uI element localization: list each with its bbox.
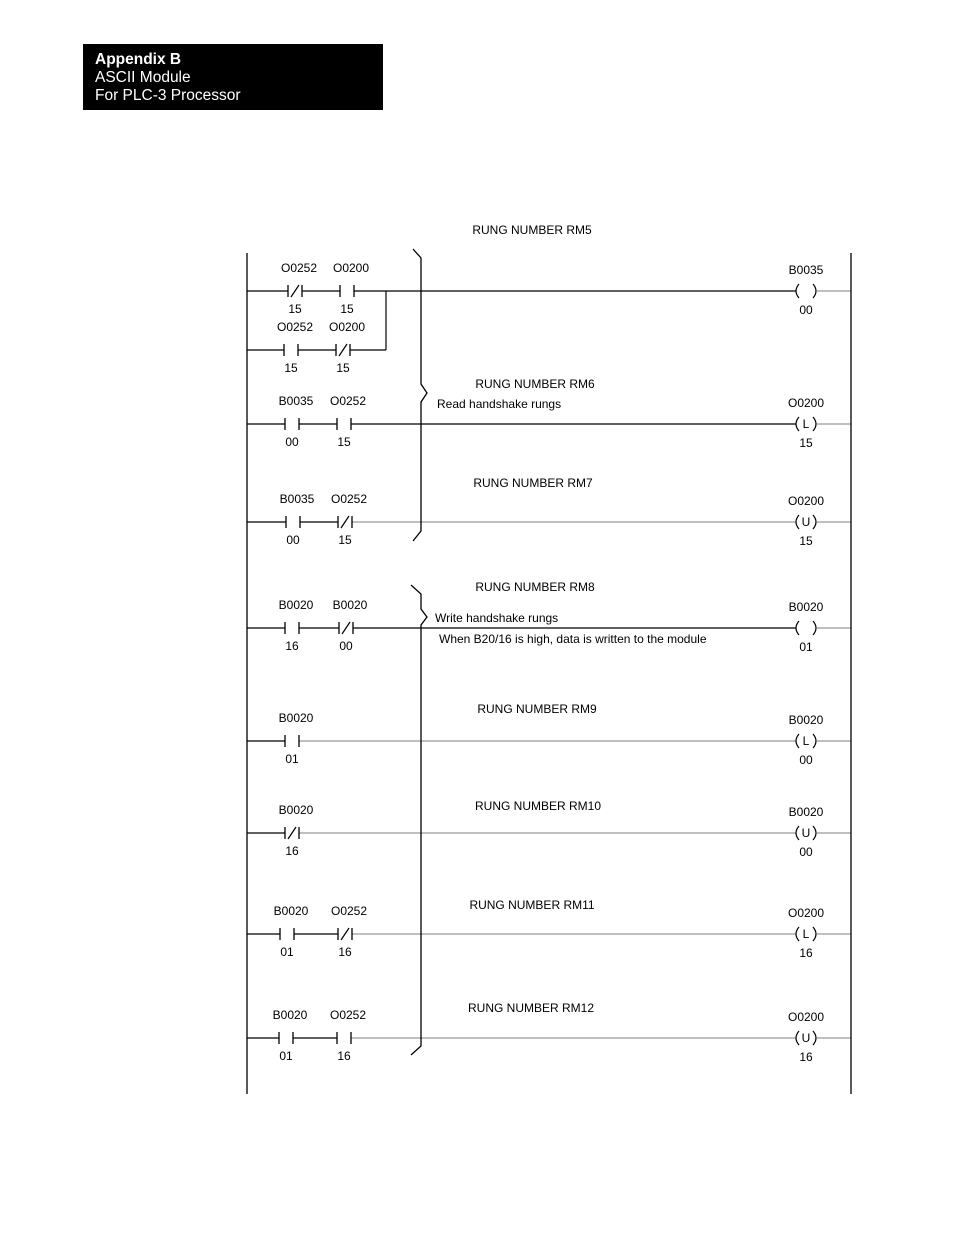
coil-bit: 00 xyxy=(799,303,813,317)
contact-address: B0020 xyxy=(273,904,309,918)
coil-type-letter: L xyxy=(802,734,810,748)
read-rungs-brace xyxy=(413,249,427,541)
contact-o0252-15 xyxy=(330,394,366,449)
contact-bit: 16 xyxy=(285,639,299,653)
contact-b0020-16 xyxy=(279,803,314,858)
coil-bit: 16 xyxy=(799,1050,813,1064)
coil-address: B0035 xyxy=(788,263,824,277)
rung-title: RUNG NUMBER RM10 xyxy=(474,799,602,813)
rung-9 xyxy=(247,702,851,767)
rung-title: RUNG NUMBER RM12 xyxy=(467,1001,595,1015)
contact-b0020-16 xyxy=(279,598,314,653)
contact-bit: 01 xyxy=(280,945,294,959)
rung-comment: When B20/16 is high, data is written to the module xyxy=(439,632,707,646)
contact-bit: 15 xyxy=(336,361,350,375)
rung-title: RUNG NUMBER RM8 xyxy=(475,580,595,594)
coil-bit: 15 xyxy=(799,436,813,450)
coil-type-letter: U xyxy=(801,515,811,529)
coil-b0020-00 xyxy=(789,805,824,859)
rung-title: RUNG NUMBER RM5 xyxy=(472,223,592,237)
contact-b0035-00 xyxy=(280,492,315,547)
contact-address: O0252 xyxy=(329,1008,367,1022)
contact-address: O0252 xyxy=(280,261,318,275)
coil-b0020-00 xyxy=(789,713,824,767)
appendix-title: Appendix B xyxy=(95,51,182,68)
contact-b0020-01 xyxy=(279,711,314,766)
coil-type-letter: U xyxy=(801,826,811,840)
contact-bit: 01 xyxy=(279,1049,293,1063)
rung-6 xyxy=(247,377,851,450)
coil-address: B0020 xyxy=(788,805,824,819)
contact-address: O0200 xyxy=(332,261,370,275)
rung-11 xyxy=(247,898,851,960)
contact-bit: 15 xyxy=(337,435,351,449)
contact-bit: 16 xyxy=(285,844,299,858)
rung-comment: Read handshake rungs xyxy=(437,397,562,411)
contact-o0200-15 xyxy=(333,261,369,316)
coil-o0200-16 xyxy=(788,906,824,960)
rung-title: RUNG NUMBER RM7 xyxy=(473,476,593,490)
contact-address: B0035 xyxy=(279,492,315,506)
contact-bit: 16 xyxy=(338,945,352,959)
coil-o0200-15 xyxy=(788,396,824,450)
contact-bit: 16 xyxy=(337,1049,351,1063)
contact-address: B0035 xyxy=(278,394,314,408)
contact-address: O0252 xyxy=(276,320,314,334)
coil-bit: 00 xyxy=(799,753,813,767)
contact-address: O0252 xyxy=(329,394,367,408)
coil-address: B0020 xyxy=(788,713,824,727)
rung-5 xyxy=(247,223,851,375)
coil-b0035-00 xyxy=(789,263,824,317)
contact-address: B0020 xyxy=(278,711,314,725)
rung-title: RUNG NUMBER RM6 xyxy=(475,377,595,391)
contact-o0252-15 xyxy=(331,492,367,547)
coil-address: O0200 xyxy=(787,906,825,920)
rungs-layer xyxy=(247,223,851,1064)
contact-address: B0020 xyxy=(278,598,314,612)
coil-bit: 01 xyxy=(799,640,813,654)
contact-address: O0252 xyxy=(330,904,368,918)
contact-bit: 00 xyxy=(286,533,300,547)
rung-title: RUNG NUMBER RM9 xyxy=(477,702,597,716)
contact-o0200-15 xyxy=(329,320,365,375)
contact-b0020-01 xyxy=(273,1008,308,1063)
coil-bit: 00 xyxy=(799,845,813,859)
rung-10 xyxy=(247,799,851,859)
coil-type-letter: L xyxy=(802,417,810,431)
contact-address: O0200 xyxy=(328,320,366,334)
rung-7 xyxy=(247,476,851,548)
coil-address: B0020 xyxy=(788,600,824,614)
write-rungs-brace xyxy=(411,585,427,1055)
contact-bit: 00 xyxy=(285,435,299,449)
contact-bit: 00 xyxy=(339,639,353,653)
coil-o0200-15 xyxy=(788,494,824,548)
contact-b0020-01 xyxy=(274,904,309,959)
contact-address: B0020 xyxy=(332,598,368,612)
coil-b0020-01 xyxy=(789,600,824,654)
contact-bit: 01 xyxy=(285,752,299,766)
contact-o0252-15 xyxy=(281,261,317,316)
contact-address: B0020 xyxy=(272,1008,308,1022)
contact-address: B0020 xyxy=(278,803,314,817)
coil-o0200-16 xyxy=(788,1010,824,1064)
contact-b0020-00 xyxy=(333,598,368,653)
rung-comment: Write handshake rungs xyxy=(435,611,559,625)
rung-title: RUNG NUMBER RM11 xyxy=(469,898,595,912)
coil-type-letter: L xyxy=(802,927,810,941)
contact-bit: 15 xyxy=(338,533,352,547)
coil-address: O0200 xyxy=(787,1010,825,1024)
contact-bit: 15 xyxy=(288,302,302,316)
contact-o0252-16 xyxy=(330,1008,366,1063)
contact-o0252-15 xyxy=(277,320,313,375)
coil-type-letter: U xyxy=(801,1031,811,1045)
module-name: ASCII Module xyxy=(95,69,191,86)
contact-address: O0252 xyxy=(330,492,368,506)
contact-bit: 15 xyxy=(284,361,298,375)
contact-b0035-00 xyxy=(279,394,314,449)
rung-8 xyxy=(247,580,851,654)
coil-bit: 16 xyxy=(799,946,813,960)
coil-address: O0200 xyxy=(787,396,825,410)
contact-bit: 15 xyxy=(340,302,354,316)
coil-address: O0200 xyxy=(787,494,825,508)
rung-12 xyxy=(247,1001,851,1064)
contact-o0252-16 xyxy=(331,904,367,959)
processor-name: For PLC-3 Processor xyxy=(95,87,241,104)
coil-bit: 15 xyxy=(799,534,813,548)
